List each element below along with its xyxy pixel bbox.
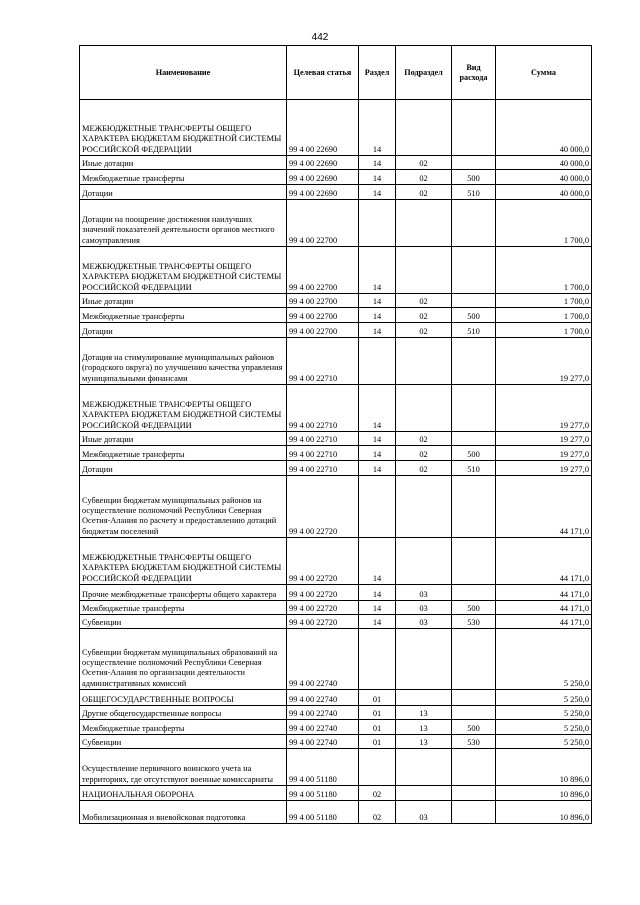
cell-target: 99 4 00 22700 [287, 200, 359, 247]
cell-target: 99 4 00 22690 [287, 170, 359, 185]
cell-section: 14 [359, 615, 396, 629]
cell-name: Другие общегосударственные вопросы [80, 706, 287, 720]
cell-subsection: 02 [396, 185, 452, 200]
table-row [80, 690, 592, 706]
cell-expense-type [452, 338, 496, 385]
cell-target: 99 4 00 22700 [287, 308, 359, 323]
header-name: Наименование [80, 46, 287, 100]
cell-expense-type [452, 801, 496, 824]
cell-name: МЕЖБЮДЖЕТНЫЕ ТРАНСФЕРТЫ ОБЩЕГО ХАРАКТЕРА БЮДЖЕТАМ БЮДЖЕТНОЙ СИСТЕМЫ РОССИЙСКОЙ ФЕДЕРАЦИИ [80, 385, 287, 432]
cell-subsection: 13 [396, 720, 452, 735]
cell-section: 14 [359, 294, 396, 308]
cell-subsection [396, 385, 452, 432]
cell-subsection [396, 476, 452, 538]
cell-sum: 44 171,0 [496, 538, 592, 585]
cell-target: 99 4 00 22720 [287, 615, 359, 629]
page-number: 442 [311, 32, 329, 43]
cell-target: 99 4 00 22690 [287, 100, 359, 156]
cell-sum: 10 896,0 [496, 801, 592, 824]
cell-expense-type [452, 706, 496, 720]
cell-target: 99 4 00 22720 [287, 538, 359, 585]
cell-sum: 19 277,0 [496, 461, 592, 476]
cell-target: 99 4 00 22710 [287, 461, 359, 476]
table-row [80, 385, 592, 432]
table-row [80, 585, 592, 601]
table-row [80, 446, 592, 461]
cell-expense-type [452, 200, 496, 247]
cell-section: 14 [359, 446, 396, 461]
cell-target: 99 4 00 22700 [287, 247, 359, 294]
cell-section [359, 476, 396, 538]
cell-section: 01 [359, 690, 396, 706]
cell-subsection [396, 247, 452, 294]
cell-expense-type: 530 [452, 615, 496, 629]
cell-subsection: 02 [396, 446, 452, 461]
cell-sum: 19 277,0 [496, 446, 592, 461]
cell-name: Дотации [80, 461, 287, 476]
cell-expense-type: 500 [452, 601, 496, 615]
cell-section: 14 [359, 432, 396, 446]
cell-subsection: 03 [396, 601, 452, 615]
cell-target: 99 4 00 22700 [287, 323, 359, 338]
cell-name: Дотации на поощрение достижения наилучших значений показателей деятельности органов местного самоуправления [80, 200, 287, 247]
cell-expense-type: 500 [452, 308, 496, 323]
cell-sum: 40 000,0 [496, 170, 592, 185]
cell-sum: 5 250,0 [496, 735, 592, 749]
cell-target: 99 4 00 51180 [287, 749, 359, 786]
cell-subsection: 03 [396, 585, 452, 601]
cell-name: НАЦИОНАЛЬНАЯ ОБОРОНА [80, 786, 287, 801]
cell-subsection: 02 [396, 156, 452, 170]
cell-name: Межбюджетные трансферты [80, 308, 287, 323]
cell-subsection: 02 [396, 432, 452, 446]
cell-section: 01 [359, 706, 396, 720]
cell-name: Межбюджетные трансферты [80, 170, 287, 185]
cell-sum: 5 250,0 [496, 629, 592, 690]
cell-subsection [396, 100, 452, 156]
cell-sum: 1 700,0 [496, 323, 592, 338]
cell-expense-type [452, 432, 496, 446]
cell-section: 14 [359, 156, 396, 170]
cell-sum: 19 277,0 [496, 338, 592, 385]
cell-target: 99 4 00 22690 [287, 156, 359, 170]
budget-table [79, 45, 592, 824]
cell-sum: 1 700,0 [496, 308, 592, 323]
table-row [80, 156, 592, 170]
cell-name: Дотации [80, 323, 287, 338]
cell-sum: 10 896,0 [496, 749, 592, 786]
cell-name: Межбюджетные трансферты [80, 601, 287, 615]
cell-target: 99 4 00 22740 [287, 629, 359, 690]
cell-target: 99 4 00 51180 [287, 801, 359, 824]
cell-target: 99 4 00 51180 [287, 786, 359, 801]
cell-subsection: 13 [396, 706, 452, 720]
cell-section: 14 [359, 100, 396, 156]
cell-sum: 44 171,0 [496, 601, 592, 615]
cell-section: 14 [359, 185, 396, 200]
cell-expense-type: 530 [452, 735, 496, 749]
cell-sum: 5 250,0 [496, 720, 592, 735]
cell-name: Иные дотации [80, 156, 287, 170]
cell-subsection: 02 [396, 294, 452, 308]
table-row [80, 735, 592, 749]
cell-expense-type [452, 294, 496, 308]
cell-subsection [396, 538, 452, 585]
table-row [80, 476, 592, 538]
cell-sum: 40 000,0 [496, 100, 592, 156]
table-row [80, 706, 592, 720]
cell-expense-type [452, 100, 496, 156]
cell-expense-type: 500 [452, 446, 496, 461]
cell-sum: 19 277,0 [496, 432, 592, 446]
cell-expense-type [452, 786, 496, 801]
cell-sum: 1 700,0 [496, 200, 592, 247]
header-expense-type: Вид расхода [452, 46, 496, 100]
cell-target: 99 4 00 22700 [287, 294, 359, 308]
table-row [80, 461, 592, 476]
cell-name: МЕЖБЮДЖЕТНЫЕ ТРАНСФЕРТЫ ОБЩЕГО ХАРАКТЕРА БЮДЖЕТАМ БЮДЖЕТНОЙ СИСТЕМЫ РОССИЙСКОЙ ФЕДЕРАЦИИ [80, 100, 287, 156]
cell-expense-type [452, 585, 496, 601]
cell-expense-type [452, 247, 496, 294]
cell-name: Иные дотации [80, 294, 287, 308]
table-row [80, 323, 592, 338]
table-row [80, 100, 592, 156]
cell-name: МЕЖБЮДЖЕТНЫЕ ТРАНСФЕРТЫ ОБЩЕГО ХАРАКТЕРА БЮДЖЕТАМ БЮДЖЕТНОЙ СИСТЕМЫ РОССИЙСКОЙ ФЕДЕРАЦИИ [80, 538, 287, 585]
cell-sum: 44 171,0 [496, 585, 592, 601]
cell-subsection [396, 629, 452, 690]
cell-target: 99 4 00 22710 [287, 446, 359, 461]
cell-target: 99 4 00 22710 [287, 338, 359, 385]
cell-section: 14 [359, 385, 396, 432]
cell-subsection: 02 [396, 323, 452, 338]
cell-expense-type [452, 476, 496, 538]
cell-sum: 19 277,0 [496, 385, 592, 432]
cell-subsection [396, 749, 452, 786]
cell-subsection: 03 [396, 615, 452, 629]
cell-target: 99 4 00 22690 [287, 185, 359, 200]
cell-target: 99 4 00 22720 [287, 476, 359, 538]
cell-section: 14 [359, 538, 396, 585]
cell-section [359, 200, 396, 247]
cell-name: Субвенции бюджетам муниципальных образований на осуществление полномочий Республики Северная Осетия-Алания по организации деятельности административных комиссий [80, 629, 287, 690]
cell-section: 14 [359, 308, 396, 323]
cell-subsection [396, 690, 452, 706]
cell-name: Межбюджетные трансферты [80, 720, 287, 735]
cell-sum: 1 700,0 [496, 247, 592, 294]
cell-name: Дотации [80, 185, 287, 200]
cell-name: Субвенции [80, 615, 287, 629]
cell-section: 01 [359, 735, 396, 749]
cell-target: 99 4 00 22740 [287, 706, 359, 720]
cell-sum: 10 896,0 [496, 786, 592, 801]
cell-subsection: 03 [396, 801, 452, 824]
table-row [80, 432, 592, 446]
header-sum: Сумма [496, 46, 592, 100]
cell-target: 99 4 00 22740 [287, 690, 359, 706]
header-subsection: Подраздел [396, 46, 452, 100]
table-row [80, 538, 592, 585]
cell-section: 14 [359, 170, 396, 185]
cell-sum: 1 700,0 [496, 294, 592, 308]
cell-name: Прочие межбюджетные трансферты общего характера [80, 585, 287, 601]
table-row [80, 786, 592, 801]
cell-expense-type: 510 [452, 461, 496, 476]
cell-subsection: 02 [396, 308, 452, 323]
table-row [80, 801, 592, 824]
cell-sum: 44 171,0 [496, 615, 592, 629]
cell-expense-type [452, 385, 496, 432]
cell-sum: 44 171,0 [496, 476, 592, 538]
cell-target: 99 4 00 22720 [287, 585, 359, 601]
cell-expense-type [452, 538, 496, 585]
cell-name: Субвенции бюджетам муниципальных районов на осуществление полномочий Республики Северная Осетия-Алания по расчету и предоставлению дотаций бюджетам поселений [80, 476, 287, 538]
cell-section: 14 [359, 461, 396, 476]
table-row [80, 294, 592, 308]
cell-target: 99 4 00 22740 [287, 720, 359, 735]
cell-expense-type [452, 156, 496, 170]
cell-section: 02 [359, 786, 396, 801]
header-target: Целевая статья [287, 46, 359, 100]
cell-subsection [396, 786, 452, 801]
cell-expense-type: 500 [452, 170, 496, 185]
cell-name: Межбюджетные трансферты [80, 446, 287, 461]
cell-expense-type [452, 690, 496, 706]
cell-target: 99 4 00 22720 [287, 601, 359, 615]
cell-name: Мобилизационная и вневойсковая подготовка [80, 801, 287, 824]
cell-name: Дотация на стимулирование муниципальных районов (городского округа) по улучшению качества управления муниципальными финансами [80, 338, 287, 385]
cell-section [359, 338, 396, 385]
table-row [80, 338, 592, 385]
table-row [80, 247, 592, 294]
cell-name: Иные дотации [80, 432, 287, 446]
cell-sum: 40 000,0 [496, 185, 592, 200]
cell-subsection [396, 200, 452, 247]
cell-section: 14 [359, 585, 396, 601]
cell-sum: 5 250,0 [496, 706, 592, 720]
table-row [80, 601, 592, 615]
cell-sum: 5 250,0 [496, 690, 592, 706]
cell-name: Субвенции [80, 735, 287, 749]
table-row [80, 629, 592, 690]
cell-subsection [396, 338, 452, 385]
table-row [80, 185, 592, 200]
cell-expense-type: 510 [452, 185, 496, 200]
cell-section [359, 749, 396, 786]
table-row [80, 308, 592, 323]
cell-name: ОБЩЕГОСУДАРСТВЕННЫЕ ВОПРОСЫ [80, 690, 287, 706]
table-header-row [80, 46, 592, 100]
cell-expense-type: 500 [452, 720, 496, 735]
cell-section [359, 629, 396, 690]
cell-name: МЕЖБЮДЖЕТНЫЕ ТРАНСФЕРТЫ ОБЩЕГО ХАРАКТЕРА БЮДЖЕТАМ БЮДЖЕТНОЙ СИСТЕМЫ РОССИЙСКОЙ ФЕДЕРАЦИИ [80, 247, 287, 294]
header-section: Раздел [359, 46, 396, 100]
cell-subsection: 13 [396, 735, 452, 749]
cell-target: 99 4 00 22710 [287, 432, 359, 446]
cell-subsection: 02 [396, 461, 452, 476]
cell-section: 14 [359, 601, 396, 615]
table-row [80, 200, 592, 247]
cell-expense-type [452, 629, 496, 690]
cell-section: 02 [359, 801, 396, 824]
table-row [80, 749, 592, 786]
table-row [80, 615, 592, 629]
cell-expense-type [452, 749, 496, 786]
cell-target: 99 4 00 22710 [287, 385, 359, 432]
table-row [80, 720, 592, 735]
cell-section: 14 [359, 247, 396, 294]
cell-name: Осуществление первичного воинского учета на территориях, где отсутствуют военные комиссариаты [80, 749, 287, 786]
table-row [80, 170, 592, 185]
cell-expense-type: 510 [452, 323, 496, 338]
cell-section: 01 [359, 720, 396, 735]
cell-target: 99 4 00 22740 [287, 735, 359, 749]
cell-section: 14 [359, 323, 396, 338]
cell-subsection: 02 [396, 170, 452, 185]
cell-sum: 40 000,0 [496, 156, 592, 170]
table-body [80, 100, 592, 824]
